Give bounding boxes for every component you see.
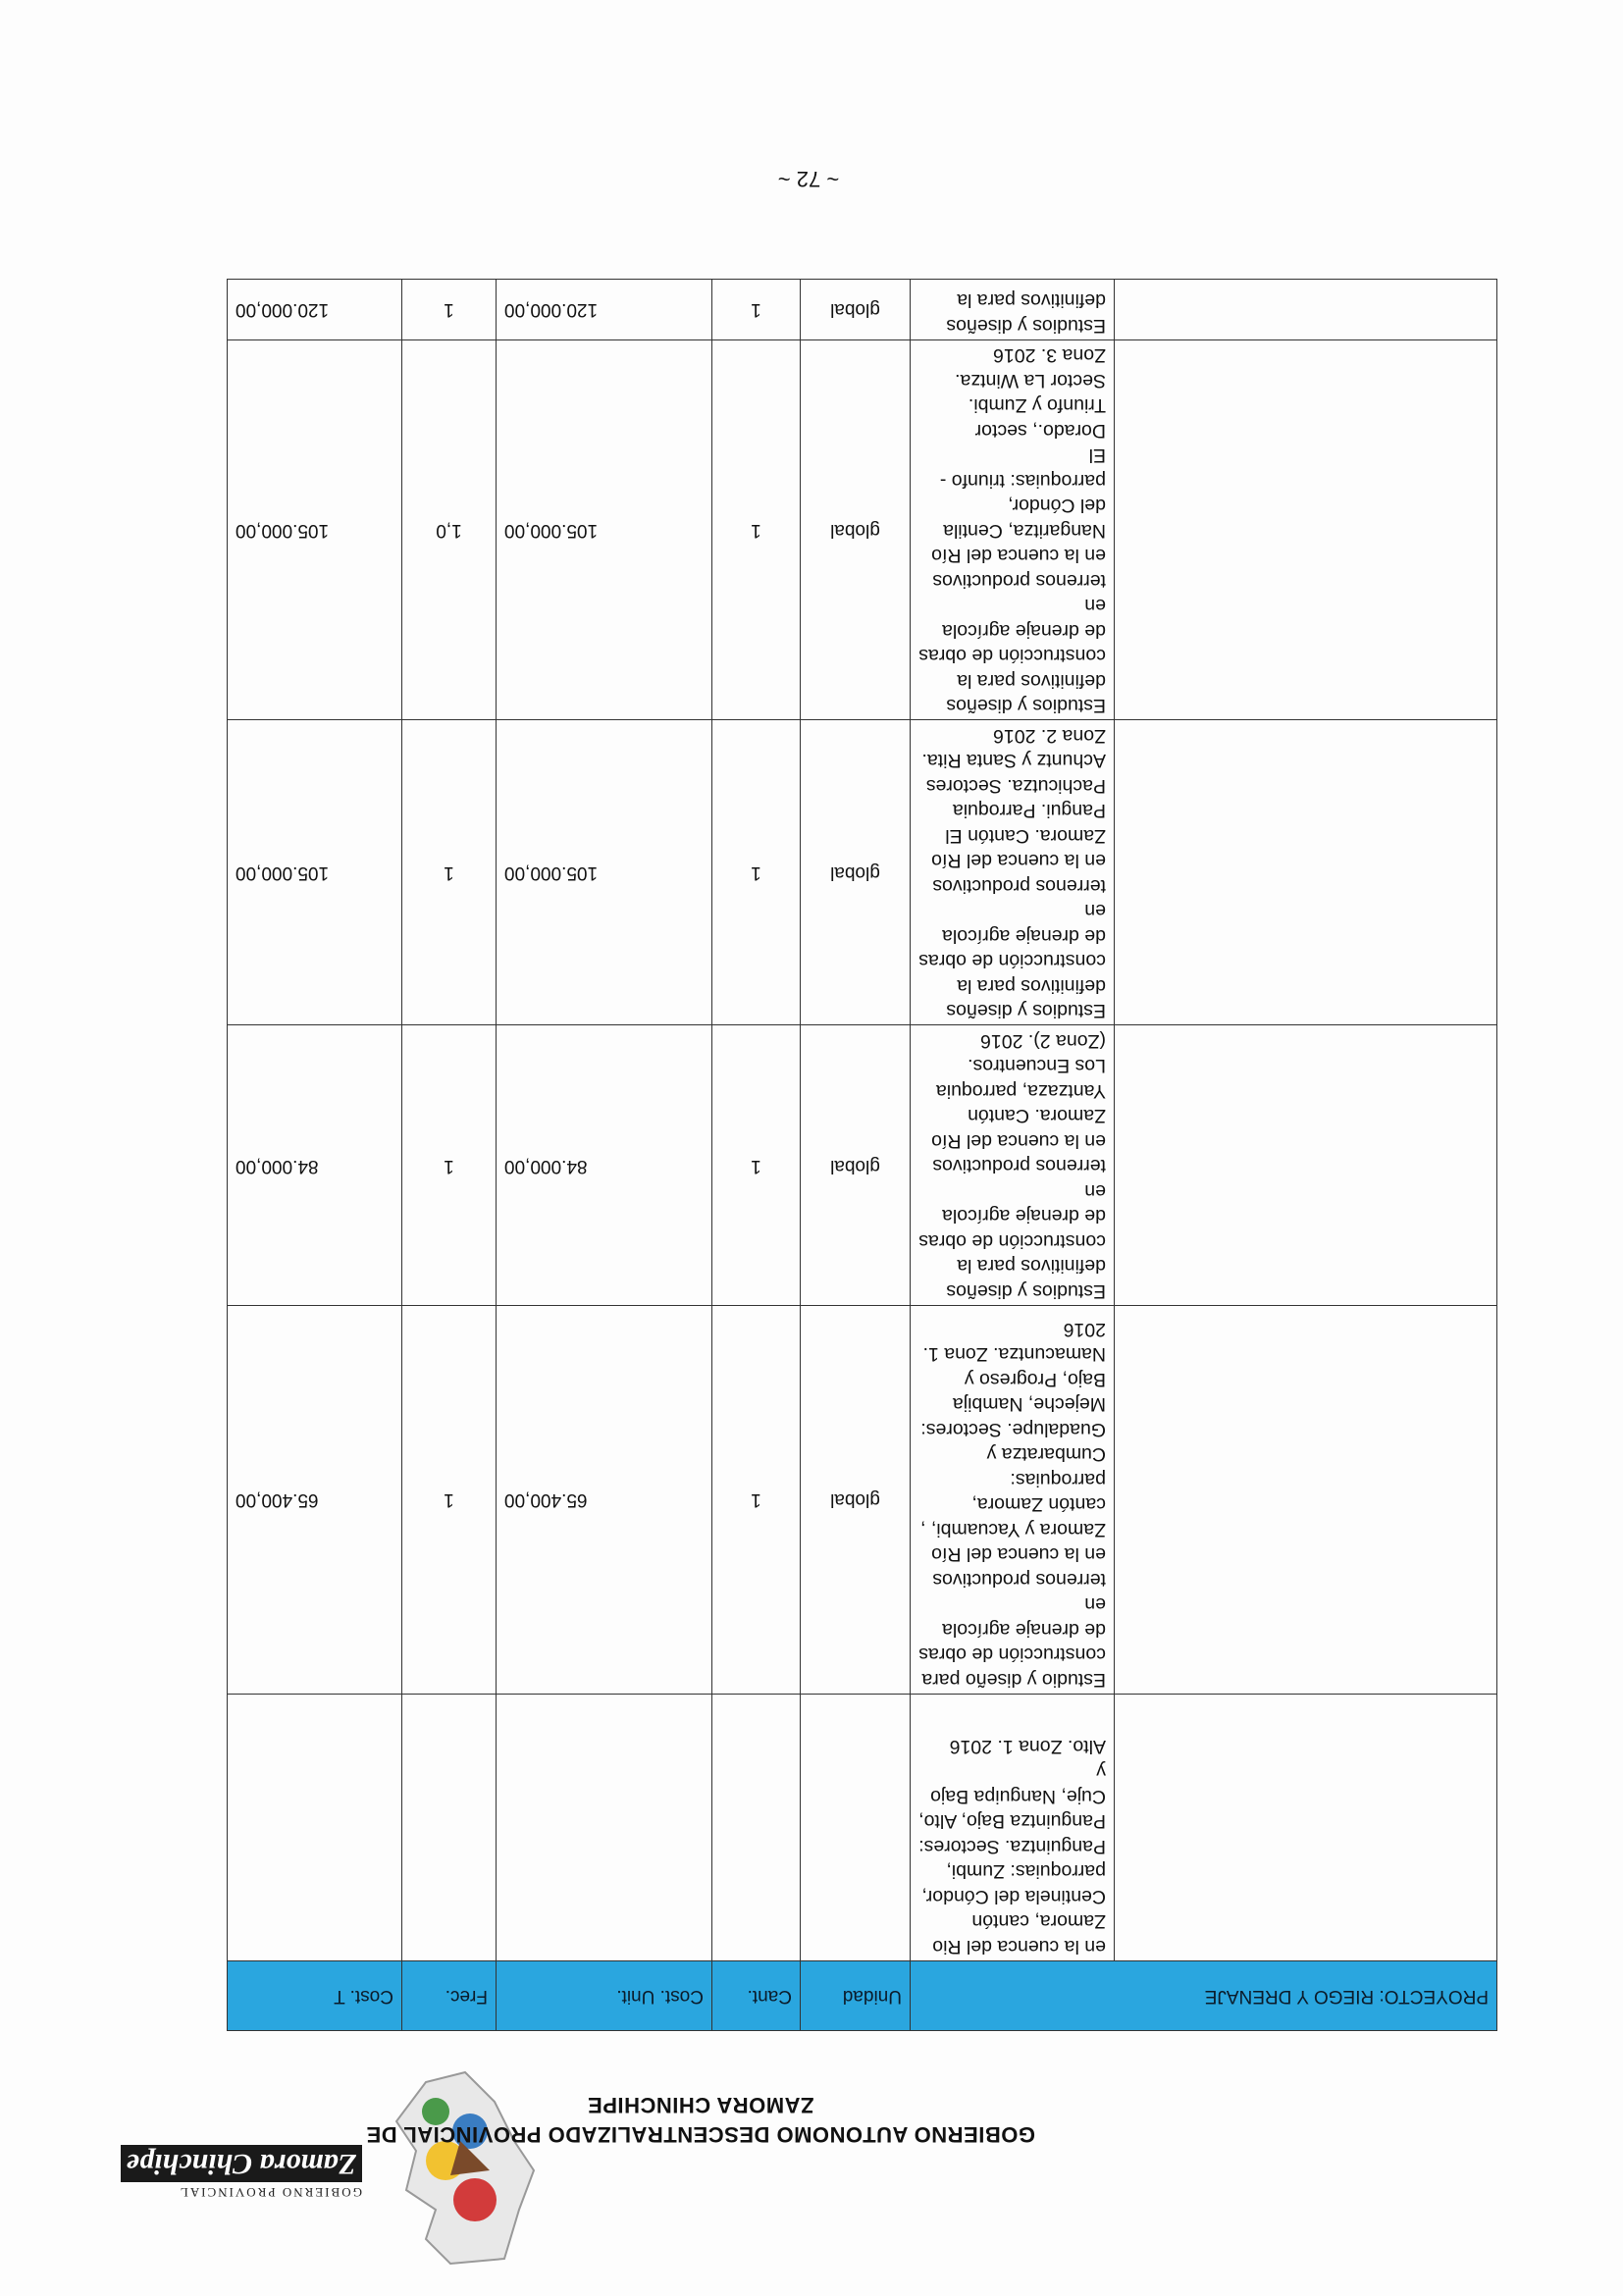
row-blank-cell xyxy=(1115,1306,1497,1695)
row-blank-cell xyxy=(1115,280,1497,340)
table-row xyxy=(227,1306,1496,1695)
row-qty: 1 xyxy=(711,720,800,1025)
row-qty: 1 xyxy=(711,280,800,340)
logo-text xyxy=(117,2145,362,2200)
organization-title xyxy=(308,2090,1093,2149)
organization-title-line2: ZAMORA CHINCHIPE xyxy=(587,2093,814,2117)
row-qty: 1 xyxy=(711,1306,800,1695)
table-row xyxy=(227,720,1496,1025)
row-total: 65.400,00 xyxy=(227,1306,401,1695)
row-qty: 1 xyxy=(711,340,800,721)
row-description: Estudios y diseños definitivos para la construcción de obras de drenaje agrícola en terrenos productivos en la cuenca del Río Zamora. Cantón Yantzaza, parroquia Los Encuentros. (Zona 2). 2016 xyxy=(910,1025,1114,1306)
logo-brand: Zamora Chinchipe xyxy=(121,2145,362,2182)
budget-table xyxy=(227,279,1497,2031)
row-qty xyxy=(711,1695,800,1961)
table-row xyxy=(227,280,1496,340)
row-total: 105.000,00 xyxy=(227,720,401,1025)
row-blank-cell xyxy=(1115,340,1497,721)
header-frequency: Frec. xyxy=(401,1961,496,2031)
header-total-cost: Cost. T xyxy=(227,1961,401,2031)
row-frequency xyxy=(401,1695,496,1961)
row-unit-cost: 105.000,00 xyxy=(496,720,711,1025)
row-unit-cost: 84.000,00 xyxy=(496,1025,711,1306)
header-project: PROYECTO: RIEGO Y DRENAJE xyxy=(910,1961,1496,2031)
row-blank-cell xyxy=(1115,1695,1497,1961)
row-frequency: 1 xyxy=(401,1025,496,1306)
budget-table-wrapper xyxy=(228,279,1497,2031)
row-unit-cost xyxy=(496,1695,711,1961)
row-blank-cell xyxy=(1115,1025,1497,1306)
row-frequency: 1 xyxy=(401,280,496,340)
row-unit-cost: 65.400,00 xyxy=(496,1306,711,1695)
header-unit: Unidad xyxy=(800,1961,910,2031)
header-qty: Cant. xyxy=(711,1961,800,2031)
page-header xyxy=(0,2041,1623,2296)
row-blank-cell xyxy=(1115,720,1497,1025)
row-unit: global xyxy=(800,340,910,721)
row-unit-cost: 120.000,00 xyxy=(496,280,711,340)
row-unit xyxy=(800,1695,910,1961)
row-unit: global xyxy=(800,1306,910,1695)
header-unit-cost: Cost. Unit. xyxy=(496,1961,711,2031)
row-description: Estudios y diseños definitivos para la xyxy=(910,280,1114,340)
row-frequency: 1 xyxy=(401,720,496,1025)
row-unit: global xyxy=(800,280,910,340)
row-total: 84.000,00 xyxy=(227,1025,401,1306)
row-description: Estudios y diseños definitivos para la construcción de obras de drenaje agrícola en terrenos productivos en la cuenca del Río Nangaritza, Centila del Cóndor, parroquias: triunfo - El Dorado., sector Triunfo y Zumbi. Sector La Wintza. Zona 3. 2016 xyxy=(910,340,1114,721)
row-description: Estudios y diseños definitivos para la construcción de obras de drenaje agrícola en terrenos productivos en la cuenca del Río Zamora. Cantón El Pangui. Parroquia Pachicutza. Sectores Achuntz y Santa Rita. Zona 2. 2016 xyxy=(910,720,1114,1025)
page-number: ~ 72 ~ xyxy=(777,167,840,191)
row-frequency: 1,0 xyxy=(401,340,496,721)
row-total: 120.000,00 xyxy=(227,280,401,340)
table-header-row xyxy=(227,1961,1496,2031)
logo-subtitle: GOBIERNO PROVINCIAL xyxy=(178,2185,362,2200)
row-unit: global xyxy=(800,720,910,1025)
row-total xyxy=(227,1695,401,1961)
row-qty: 1 xyxy=(711,1025,800,1306)
organization-title-line1: GOBIERNO AUTONOMO DESCENTRALIZADO PROVINCIAL DE xyxy=(366,2122,1035,2147)
row-frequency: 1 xyxy=(401,1306,496,1695)
row-description: en la cuenca del Rio Zamora, cantón Centinela del Cóndor, parroquias: Zumbi, Panguintza. Sectores: Panguintza Bajo, Alto, Cuje, Nanguipa Bajo y Alto. Zona 1. 2016 xyxy=(910,1695,1114,1961)
row-unit: global xyxy=(800,1025,910,1306)
table-row xyxy=(227,1025,1496,1306)
table-row xyxy=(227,1695,1496,1961)
row-description: Estudio y diseño para construcción de obras de drenaje agrícola en terrenos productivos en la cuenca del Río Zamora y Yacuambi, , cantón Zamora, parroquias: Cumbaratza y Guadalupe. Sectores: Mejeche, Nambija Bajo, Progreso y Namacuntza. Zona 1. 2016 xyxy=(910,1306,1114,1695)
row-unit-cost: 105.000,00 xyxy=(496,340,711,721)
table-row xyxy=(227,340,1496,721)
row-total: 105.000,00 xyxy=(227,340,401,721)
